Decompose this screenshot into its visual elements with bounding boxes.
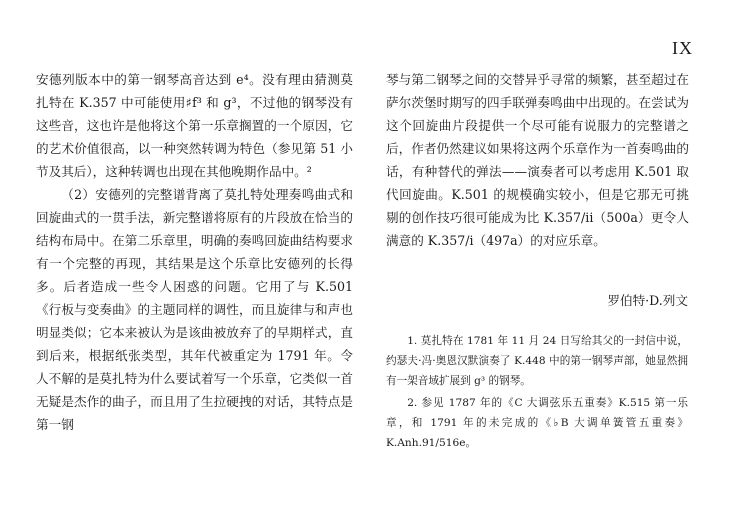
- left-paragraph-1: 安德列版本中的第一钢琴高音达到 e⁴。没有理由猜测莫扎特在 K.357 中可能使用♯f³ 和 g³，不过他的钢琴没有这些音，这也许是他将这个第一乐章搁置的一个原因，它的艺术价值很高，以一种突然转调为特色（参见第 51 小节及其后），这种转调也出现在其他晚期作品中。²: [36, 72, 353, 179]
- right-column: [386, 68, 689, 252]
- right-paragraph-1: 琴与第二钢琴之间的交替异乎寻常的频繁，甚至超过在萨尔茨堡时期写的四手联弹奏鸣曲中出现的。在尝试为这个回旋曲片段提供一个尽可能有说服力的完整谱之后，作者仍然建议如果将这两个乐章作为一首奏鸣曲的话，有种替代的弹法——演奏者可以考虑用 K.501 取代回旋曲。K.501 的规模确实较小，但是它那无可挑剔的创作技巧很可能成为比 K.357/ii（500a）更令人满意的 K.357/i（497a）的对应乐章。: [386, 72, 689, 248]
- footnotes: [386, 331, 688, 455]
- footnote-2: 2. 参见 1787 年的《C 大调弦乐五重奏》K.515 第一乐章，和 1791 年的未完成的《♭B 大调单簧管五重奏》K.Anh.91/516e。: [386, 397, 688, 449]
- left-column: [36, 68, 353, 436]
- left-paragraph-2: （2）安德列的完整谱背离了莫扎特处理奏鸣曲式和回旋曲式的一贯手法，新完整谱将原有的片段放在恰当的结构布局中。在第二乐章里，明确的奏鸣回旋曲结构要求有一个完整的再现，其结果是这个乐章比安德列的长得多。后者造成一些令人困惑的问题。它用了与 K.501《行板与变奏曲》的主题同样的调性，而且旋律与和声也明显类似；它本来被认为是该曲被放弃了的早期样式，直到后来，根据纸张类型，其年代被重定为 1791 年。令人不解的是莫扎特为什么要试着写一个乐章，它类似一首无疑是杰作的曲子，而且用了生拉硬拽的对话，其特点是第一钢: [36, 187, 353, 432]
- author-signature: 罗伯特·D.列文: [607, 293, 688, 308]
- footnote-1: 1. 莫扎特在 1781 年 11 月 24 日写给其父的一封信中说，约瑟夫·冯·奥恩汉默演奏了 K.448 中的第一钢琴声部，她显然拥有一架音域扩展到 g³ 的钢琴。: [386, 335, 688, 387]
- page-number: IX: [672, 38, 693, 58]
